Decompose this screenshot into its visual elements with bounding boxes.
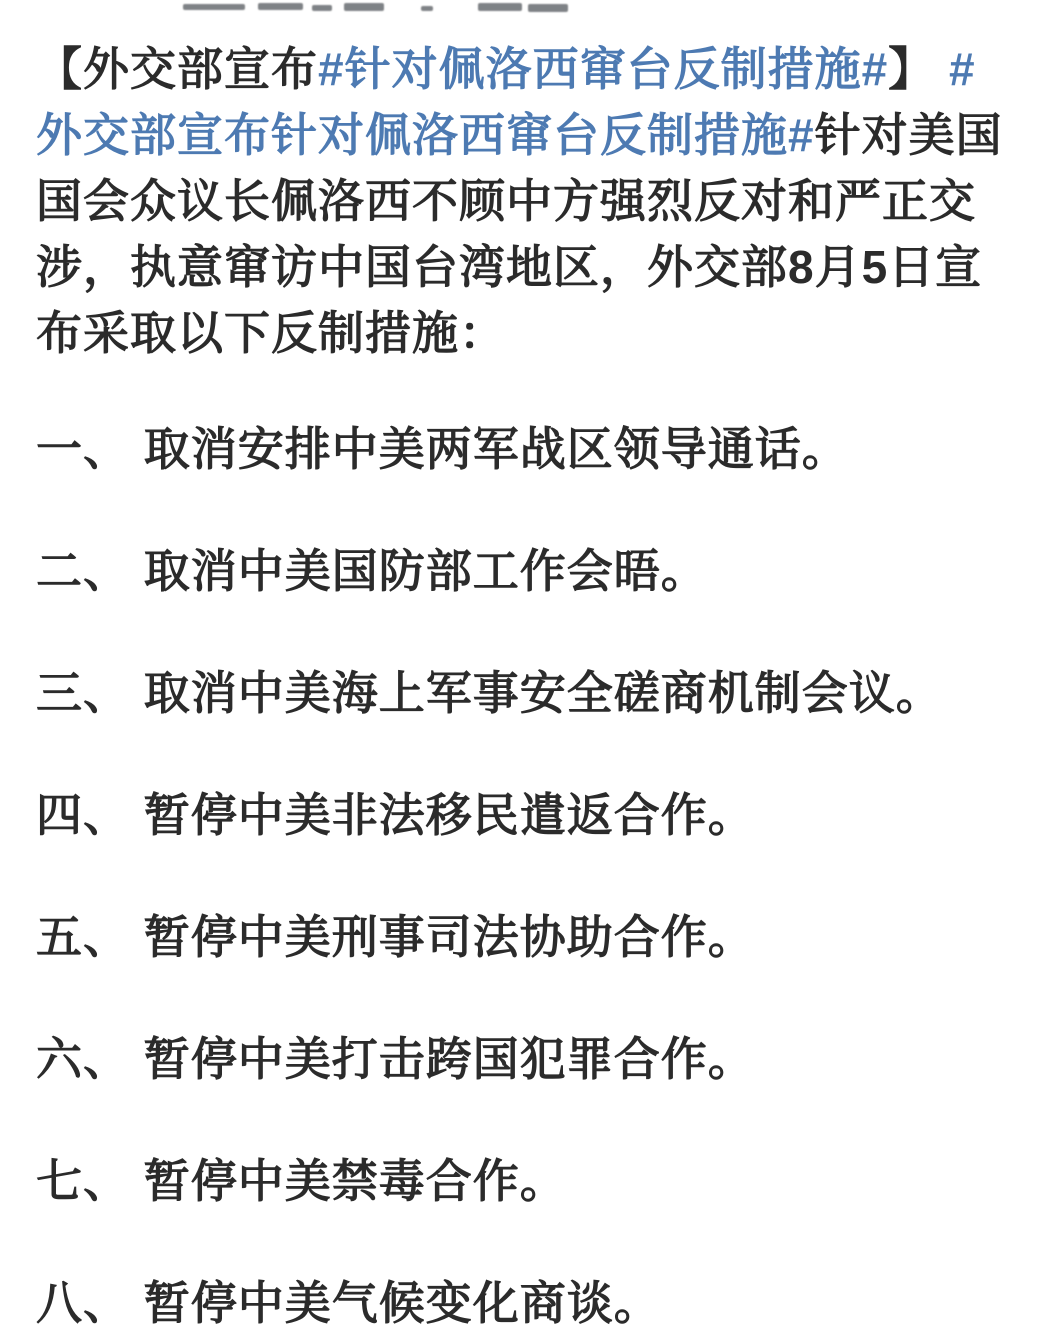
measure-item: 六、 暂停中美打击跨国犯罪合作。 <box>36 1033 755 1085</box>
text-segment: 【外交部宣布 <box>36 43 318 95</box>
measures-list <box>36 416 1022 1336</box>
post-paragraph <box>36 36 1022 366</box>
measure-item: 七、 暂停中美禁毒合作。 <box>36 1155 567 1207</box>
measure-item: 四、 暂停中美非法移民遣返合作。 <box>36 789 755 841</box>
measure-item: 八、 暂停中美气候变化商谈。 <box>36 1277 661 1329</box>
cropped-glyph-fragment <box>478 3 522 11</box>
measure-item: 三、 取消中美海上军事安全磋商机制会议。 <box>36 667 943 719</box>
text-segment: 针对美国国会众议长佩洛西不顾中方强烈反对和严正交涉，执意窜访中国台湾地区，外交部8月5日宣布采取以下反制措施： <box>36 109 1003 359</box>
text-segment: 】 <box>888 43 949 95</box>
measure-item: 二、 取消中美国防部工作会晤。 <box>36 545 708 597</box>
cropped-glyph-fragment <box>183 4 245 10</box>
cropped-text-top <box>0 0 1056 14</box>
cropped-glyph-fragment <box>528 4 568 12</box>
cropped-glyph-fragment <box>312 5 332 11</box>
cropped-glyph-fragment <box>344 3 384 11</box>
measure-item: 一、 取消安排中美两军战区领导通话。 <box>36 423 849 475</box>
cropped-glyph-fragment <box>258 3 303 10</box>
cropped-glyph-fragment <box>421 6 433 11</box>
hashtag-link[interactable]: #外交部宣布针对佩洛西窜台反制措施# <box>36 43 976 161</box>
measure-item: 五、 暂停中美刑事司法协助合作。 <box>36 911 755 963</box>
hashtag-link[interactable]: #针对佩洛西窜台反制措施# <box>318 43 889 95</box>
